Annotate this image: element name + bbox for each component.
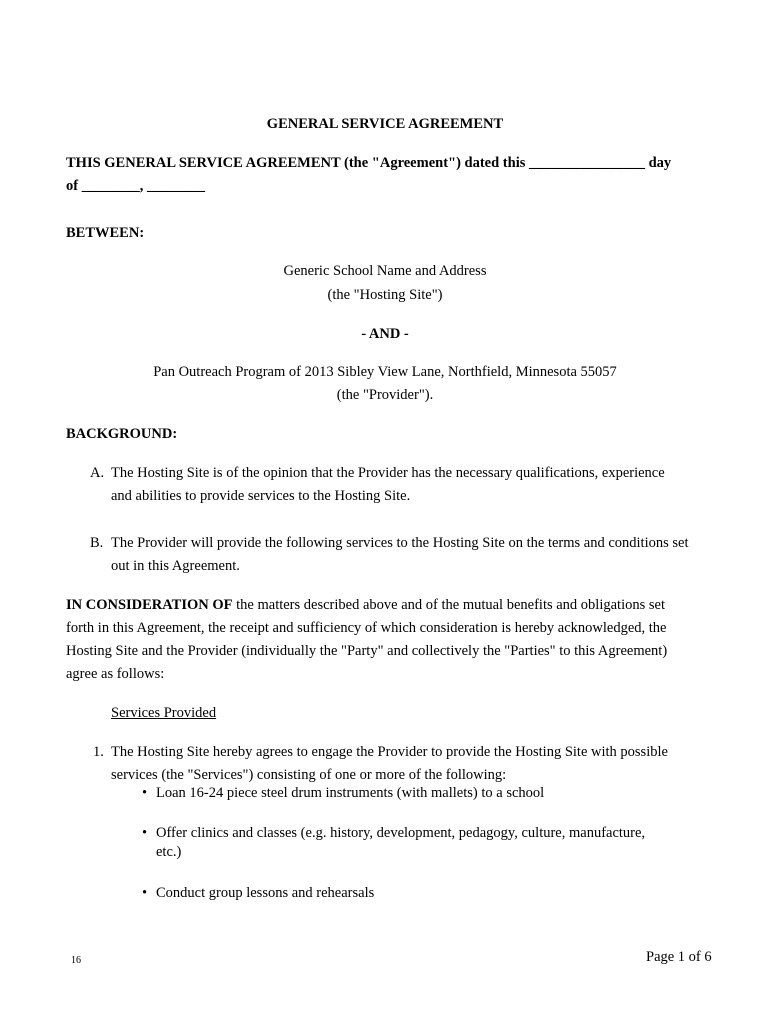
clause-line: The Hosting Site hereby agrees to engage the Provider to provide the Hosting Site with possible [111,744,668,760]
party1-name: Generic School Name and Address [283,263,487,279]
party1-alias: (the "Hosting Site") [327,287,443,303]
background-label: BACKGROUND: [66,426,178,442]
bullet-item-line: Loan 16-24 piece steel drum instruments (with mallets) to a school [156,785,545,801]
background-item-line: The Provider will provide the following services to the Hosting Site on the terms and conditions set [111,535,689,551]
consideration-line-1-rest: the matters described above and of the mutual benefits and obligations set [232,597,665,613]
clause-marker: 1. [93,744,104,760]
consideration-line-4: agree as follows: [66,666,165,682]
consideration-line-1 [66,596,665,614]
party2-alias: (the "Provider"). [336,387,434,403]
bullet-item-line: etc.) [156,844,182,860]
bullet-icon: • [142,825,148,841]
background-item-marker: A. [90,465,105,481]
party2-name: Pan Outreach Program of 2013 Sibley View Lane, Northfield, Minnesota 55057 [153,364,617,380]
background-item-marker: B. [90,535,104,551]
bullet-item-line: Conduct group lessons and rehearsals [156,885,375,901]
consideration-line-3: Hosting Site and the Provider (individually the "Party" and collectively the "Parties" to this Agreement) [66,643,668,659]
intro-line-2: of ________, ________ [66,178,205,194]
background-item-line: The Hosting Site is of the opinion that the Provider has the necessary qualifications, experience [111,465,665,481]
clause-line: services (the "Services") consisting of one or more of the following: [111,767,507,783]
background-item-line: and abilities to provide services to the Hosting Site. [111,488,411,504]
page-number: Page 1 of 6 [646,949,712,965]
and-separator: - AND - [361,326,409,342]
bullet-icon: • [142,785,148,801]
consideration-line-2: forth in this Agreement, the receipt and sufficiency of which consideration is hereby acknowledged, the [66,620,667,636]
intro-line-1: THIS GENERAL SERVICE AGREEMENT (the "Agreement") dated this ________________ day [66,155,672,171]
bullet-icon: • [142,885,148,901]
background-item-line: out in this Agreement. [111,558,240,574]
bullet-item-line: Offer clinics and classes (e.g. history, development, pedagogy, culture, manufacture, [156,825,646,841]
footer-left-code: 16 [71,955,81,966]
between-label: BETWEEN: [66,225,145,241]
section-heading-services: Services Provided [111,705,217,721]
consideration-lead: IN CONSIDERATION OF [66,597,233,613]
document-title: GENERAL SERVICE AGREEMENT [266,116,504,132]
